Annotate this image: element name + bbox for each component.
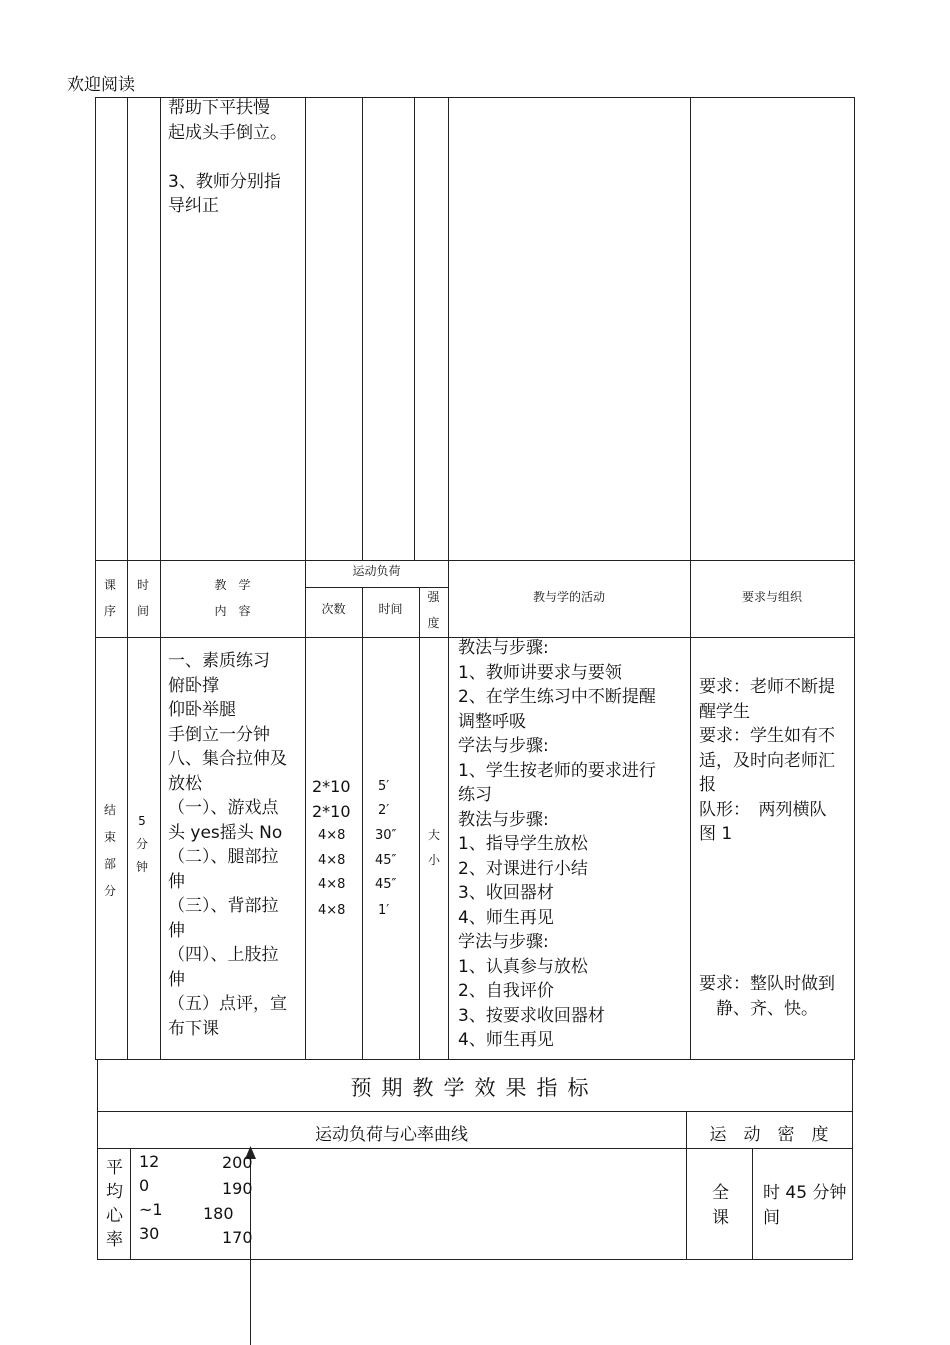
count-small-4: 4×8 xyxy=(318,903,346,918)
duration-1: 5′ xyxy=(378,779,390,794)
heart-rate-value: 12 0 ~1 30 xyxy=(139,1152,163,1243)
whole-class-label: 全 课 xyxy=(712,1183,729,1228)
page-header: 欢迎阅读 xyxy=(67,75,135,95)
header-load: 运动负荷 xyxy=(352,564,401,578)
header-intensity: 强 度 xyxy=(427,590,440,630)
header-seq: 课 序 xyxy=(103,578,116,618)
end-section-intensity: 大 小 xyxy=(427,828,440,867)
count-small-1: 4×8 xyxy=(318,828,346,843)
end-section-activity: 教法与步骤: 1、教师讲要求与要领 2、在学生练习中不断提醒 调整呼吸 学法与步骤: 1、学生按老师的要求进行 练习 教法与步骤: 1、指导学生放松 2、对课进行小结 3、收回器材 4、师生再见 学法与步骤: 1、认真参与放松 2、自我评价 3、按要求收回器材 4、师生再见 xyxy=(458,638,656,1050)
header-duration: 时间 xyxy=(378,602,403,616)
axis-tick-180: 180 xyxy=(203,1204,234,1223)
end-section-requirements-2: 要求：整队时做到 静、齐、快。 xyxy=(699,974,835,1019)
end-section-content: 一、素质练习 俯卧撑 仰卧举腿 手倒立一分钟 八、集合拉伸及 放松 （一）、游戏点 头 yes摇头 No （二）、腿部拉 伸 （三）、背部拉 伸 （四）、上肢拉 伸 （五）点评，宣 布下课 xyxy=(168,651,287,1039)
duration-2: 2′ xyxy=(378,803,390,818)
duration-3: 30″ xyxy=(375,828,397,843)
effect-title: 预期教学效果指标 xyxy=(350,1076,599,1100)
axis-tick-170: 170 xyxy=(222,1228,253,1247)
heart-rate-label: 平 均 心 率 xyxy=(106,1158,123,1250)
header-count: 次数 xyxy=(321,602,346,616)
header-requirements: 要求与组织 xyxy=(741,590,802,604)
count-large-2: 2*10 xyxy=(312,802,351,821)
header-content: 教 学 内 容 xyxy=(214,578,251,618)
class-time-value: 时 45 分钟 间 xyxy=(763,1183,847,1228)
count-large-1: 2*10 xyxy=(312,777,351,796)
top-row-content: 帮助下平扶慢 起成头手倒立。 3、教师分别指 导纠正 xyxy=(168,98,287,216)
duration-5: 45″ xyxy=(375,877,397,892)
density-header: 运 动 密 度 xyxy=(709,1125,829,1145)
duration-6: 1′ xyxy=(378,903,390,918)
count-small-2: 4×8 xyxy=(318,853,346,868)
end-section-requirements-1: 要求：老师不断提 醒学生 要求：学生如有不 适，及时向老师汇 报 队形： 两列横队 图 1 xyxy=(699,677,835,844)
axis-tick-200: 200 xyxy=(222,1153,253,1172)
header-time: 时 间 xyxy=(136,578,149,618)
end-section-time: 5 分 钟 xyxy=(135,814,148,874)
end-section-seq: 结 束 部 分 xyxy=(103,803,116,898)
curve-header: 运动负荷与心率曲线 xyxy=(315,1125,468,1145)
duration-4: 45″ xyxy=(375,853,397,868)
axis-tick-190: 190 xyxy=(222,1179,253,1198)
header-activity: 教与学的活动 xyxy=(532,590,605,604)
count-small-3: 4×8 xyxy=(318,877,346,892)
